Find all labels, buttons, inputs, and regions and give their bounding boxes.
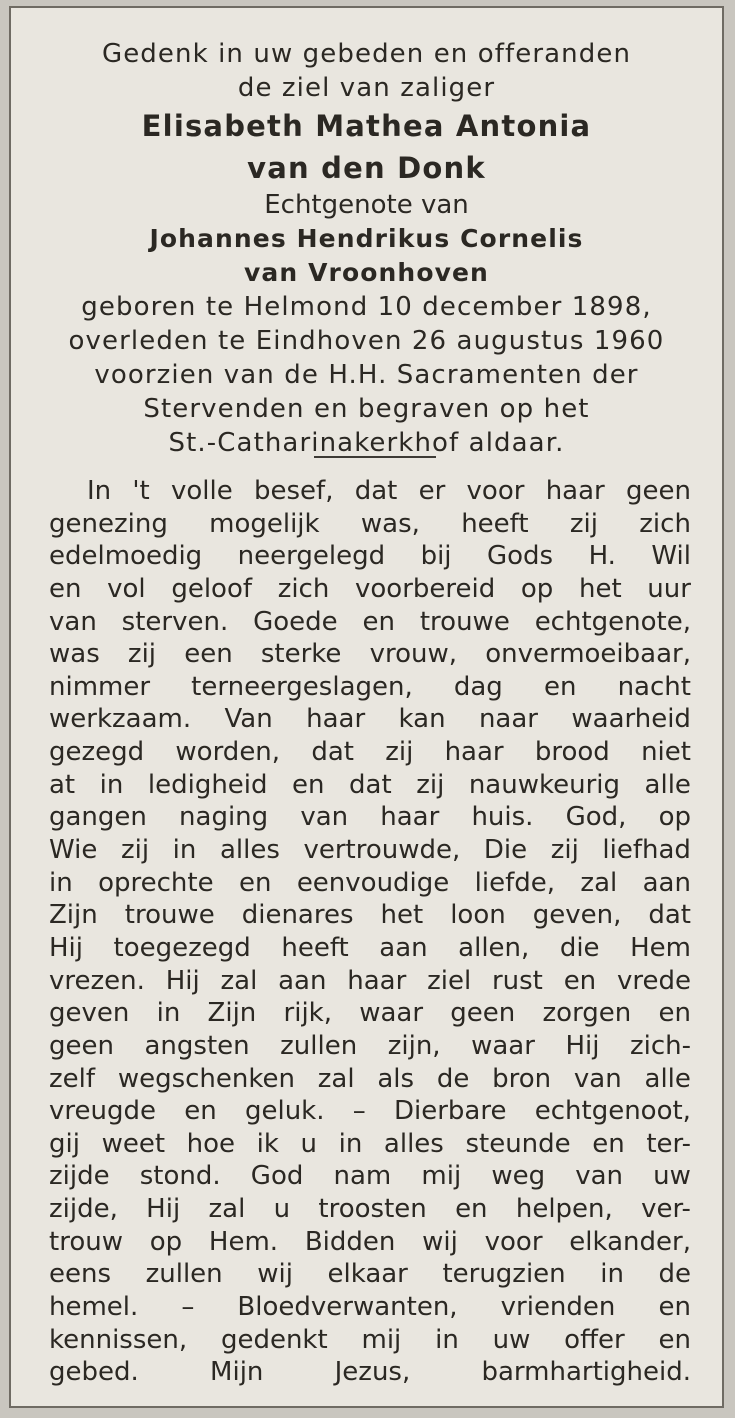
- body-word: uur: [647, 573, 691, 604]
- body-word: zij: [416, 769, 445, 800]
- body-word: geen: [625, 476, 691, 506]
- body-word: Goede: [253, 606, 338, 637]
- body-word: echtgenote,: [534, 606, 691, 637]
- body-word: aan: [379, 932, 428, 963]
- body-word: haar: [380, 802, 440, 833]
- body-word: vrezen.: [49, 965, 145, 996]
- body-word: oprechte: [98, 867, 214, 898]
- deceased-name: Elisabeth Mathea Antonia: [141, 109, 592, 143]
- body-word: de: [436, 1063, 470, 1094]
- body-word: gangen: [49, 802, 147, 833]
- body-word: en: [292, 769, 325, 800]
- body-word: naging: [179, 802, 269, 833]
- body-word: zullen: [280, 1030, 358, 1061]
- body-word: geen: [450, 998, 516, 1029]
- body-word: wij: [422, 1226, 458, 1257]
- body-word: zal: [580, 867, 618, 898]
- body-word: dat: [354, 476, 398, 506]
- body-word: naar: [478, 704, 538, 735]
- body-line: [49, 867, 691, 900]
- body-word: Zijn: [49, 900, 98, 931]
- body-word: dat: [349, 769, 392, 800]
- body-word: volle: [171, 476, 233, 506]
- intro-line: Gedenk in uw gebeden en offeranden: [101, 39, 632, 69]
- body-word: Hij: [165, 965, 200, 996]
- body-word: trouwe: [419, 606, 510, 637]
- body-word: in: [49, 867, 73, 898]
- body-word: zijn,: [387, 1030, 441, 1061]
- body-word: trouwe: [124, 900, 215, 931]
- body-word: sterven.: [121, 606, 229, 637]
- body-word: In: [87, 476, 112, 506]
- intro-line: de ziel van zaliger: [237, 73, 496, 103]
- body-word: brood: [534, 737, 610, 768]
- card-header: [11, 37, 722, 460]
- body-word: zij: [127, 639, 157, 670]
- body-word: bij: [420, 541, 452, 572]
- body-word: –: [181, 1292, 195, 1323]
- body-word: gij: [49, 1128, 80, 1159]
- body-word: zich: [277, 573, 330, 604]
- body-word: van: [573, 1063, 622, 1094]
- body-word: heeft: [281, 932, 349, 963]
- body-word: dienares: [241, 900, 354, 931]
- body-word: op: [149, 1226, 183, 1257]
- body-word: Gods: [486, 541, 554, 572]
- body-word: haar: [545, 476, 605, 506]
- body-word: en: [563, 965, 597, 996]
- body-word: waarheid: [571, 704, 691, 735]
- body-word: haar: [306, 704, 366, 735]
- body-word: toegezegd: [113, 932, 251, 963]
- body-word: vertrouwde,: [303, 835, 461, 866]
- body-word: vrienden: [500, 1292, 616, 1323]
- body-word: en: [658, 1324, 691, 1355]
- body-word: er: [418, 476, 446, 506]
- body-line: [49, 1193, 691, 1226]
- body-word: het: [578, 573, 622, 604]
- body-word: in: [338, 1128, 363, 1159]
- body-word: Jezus,: [334, 1357, 411, 1388]
- body-word: nam: [333, 1161, 392, 1192]
- body-word: Hem.: [208, 1226, 279, 1257]
- body-word: gedenkt: [220, 1324, 328, 1355]
- body-word: geven,: [532, 900, 622, 931]
- body-word: zij: [120, 835, 150, 866]
- body-word: nimmer: [49, 671, 151, 702]
- body-word: zullen: [145, 1259, 223, 1290]
- body-word: Wil: [651, 541, 691, 572]
- body-word: van: [49, 606, 97, 637]
- body-word: echtgenoot,: [534, 1096, 691, 1127]
- body-line: [49, 606, 691, 639]
- body-word: helpen,: [515, 1194, 613, 1225]
- body-line: [49, 1226, 691, 1259]
- detail-line: voorzien van de H.H. Sacramenten der: [94, 360, 639, 390]
- body-word: waar: [471, 1030, 535, 1061]
- body-line: [49, 997, 691, 1030]
- body-word: allen,: [458, 932, 530, 963]
- spouse-name: Johannes Hendrikus Cornelis: [149, 224, 584, 253]
- body-word: voor: [484, 1226, 543, 1257]
- body-word: mij: [421, 1161, 462, 1192]
- body-word: in: [435, 1324, 459, 1355]
- body-word: Mijn: [210, 1357, 264, 1388]
- body-word: wij: [257, 1259, 293, 1290]
- detail-line: geboren te Helmond 10 december 1898,: [81, 292, 652, 322]
- body-word: geluk.: [244, 1096, 325, 1127]
- body-word: uw: [653, 1161, 691, 1192]
- memorial-card: [9, 6, 724, 1408]
- body-word: geloof: [171, 573, 253, 604]
- body-line: [49, 1063, 691, 1096]
- body-word: zelf: [49, 1063, 96, 1094]
- body-line: [49, 671, 691, 704]
- body-word: ik: [256, 1128, 279, 1159]
- body-word: en: [543, 671, 577, 702]
- body-word: nacht: [617, 671, 691, 702]
- body-word: het: [380, 900, 424, 931]
- body-word: Van: [224, 704, 273, 735]
- body-word: Bidden: [304, 1226, 396, 1257]
- body-word: bron: [492, 1063, 552, 1094]
- body-word: H.: [588, 541, 616, 572]
- body-word: zal: [317, 1063, 355, 1094]
- body-word: zijde: [49, 1161, 110, 1192]
- body-word: alles: [219, 835, 280, 866]
- body-word: angsten: [144, 1030, 250, 1061]
- body-word: haar: [347, 965, 407, 996]
- body-word: kennissen,: [49, 1324, 188, 1355]
- spouse-surname: van Vroonhoven: [244, 258, 489, 287]
- body-word: gebed.: [49, 1357, 139, 1388]
- body-word: mij: [361, 1324, 402, 1355]
- body-word: niet: [641, 737, 691, 768]
- body-word: Hij: [49, 932, 83, 963]
- body-word: vrouw,: [369, 639, 458, 670]
- body-word: alles: [383, 1128, 444, 1159]
- body-word: terugzien: [442, 1259, 566, 1290]
- body-word: kan: [398, 704, 446, 735]
- body-word: Die: [483, 835, 528, 866]
- body-word: als: [377, 1063, 415, 1094]
- body-word: voor: [466, 476, 525, 506]
- body-word: voorbereid: [355, 573, 496, 604]
- body-word: uw: [492, 1324, 531, 1355]
- body-line: [49, 932, 691, 965]
- body-word: ver-: [641, 1194, 691, 1225]
- body-line: [49, 1095, 691, 1128]
- body-word: Hij: [565, 1030, 600, 1061]
- body-line: [49, 1291, 691, 1324]
- body-word: en: [658, 1292, 691, 1323]
- body-word: besef,: [254, 476, 334, 506]
- body-word: worden,: [175, 737, 281, 768]
- body-word: huis.: [471, 802, 534, 833]
- body-word: weet: [101, 1128, 166, 1159]
- body-word: elkander,: [569, 1226, 691, 1257]
- body-word: zij: [569, 508, 598, 539]
- body-word: geven: [49, 998, 130, 1029]
- body-word: edelmoedig: [49, 541, 203, 572]
- body-word: ledigheid: [147, 769, 268, 800]
- body-word: was: [49, 639, 100, 670]
- body-line: [49, 1356, 691, 1389]
- body-word: zal: [220, 965, 258, 996]
- body-word: waar: [359, 998, 424, 1029]
- body-word: sterke: [260, 639, 342, 670]
- body-word: zijde,: [49, 1194, 118, 1225]
- detail-line: overleden te Eindhoven 26 augustus 1960: [68, 326, 665, 356]
- body-word: en: [49, 573, 82, 604]
- card-body-text: [49, 475, 691, 1389]
- body-word: Bloedverwanten,: [237, 1292, 458, 1323]
- body-word: dat: [648, 900, 691, 931]
- body-line: [49, 508, 691, 541]
- body-line: [49, 638, 691, 671]
- body-word: zij: [550, 835, 579, 866]
- body-word: ziel: [427, 965, 472, 996]
- body-word: vol: [107, 573, 146, 604]
- body-word: van: [575, 1161, 624, 1192]
- body-word: hemel.: [49, 1292, 139, 1323]
- body-word: eens: [49, 1259, 112, 1290]
- body-word: offer: [564, 1324, 625, 1355]
- body-line: [49, 1160, 691, 1193]
- body-line: [49, 1324, 691, 1357]
- body-word: aan: [278, 965, 327, 996]
- body-word: mogelijk: [209, 508, 320, 539]
- body-line: [49, 801, 691, 834]
- body-word: en: [658, 998, 691, 1029]
- body-line: [49, 573, 691, 606]
- body-word: vrede: [616, 965, 691, 996]
- body-word: barmhartigheid.: [481, 1357, 691, 1388]
- divider: [314, 456, 436, 458]
- body-word: en: [592, 1128, 625, 1159]
- body-word: zich-: [629, 1030, 691, 1061]
- body-line: [49, 899, 691, 932]
- body-word: u: [300, 1128, 317, 1159]
- body-word: steunde: [465, 1128, 571, 1159]
- body-word: nauwkeurig: [468, 769, 621, 800]
- body-word: –: [352, 1096, 366, 1127]
- body-word: alle: [644, 769, 691, 800]
- body-word: Zijn: [207, 998, 257, 1029]
- body-word: alle: [644, 1063, 691, 1094]
- body-word: gezegd: [49, 737, 145, 768]
- body-word: van: [300, 802, 349, 833]
- body-word: Hem: [630, 932, 691, 963]
- body-word: heeft: [461, 508, 529, 539]
- spouse-intro: Echtgenote van: [264, 190, 469, 220]
- body-line: [49, 736, 691, 769]
- detail-line: Stervenden en begraven op het: [143, 394, 590, 424]
- body-word: rijk,: [283, 998, 332, 1029]
- body-word: u: [273, 1194, 291, 1225]
- body-word: in: [172, 835, 197, 866]
- body-word: God: [250, 1161, 304, 1192]
- body-word: genezing: [49, 508, 168, 539]
- body-word: zorgen: [542, 998, 632, 1029]
- body-word: en: [455, 1194, 488, 1225]
- body-word: stond.: [139, 1161, 221, 1192]
- body-word: weg: [491, 1161, 546, 1192]
- body-word: hoe: [186, 1128, 236, 1159]
- body-word: vreugde: [49, 1096, 156, 1127]
- body-word: Wie: [49, 835, 98, 866]
- body-word: eenvoudige: [296, 867, 450, 898]
- body-word: at: [49, 769, 76, 800]
- body-line: [49, 965, 691, 998]
- body-word: was,: [360, 508, 420, 539]
- body-line: [49, 1258, 691, 1291]
- body-word: 't: [132, 476, 150, 506]
- body-word: dat: [311, 737, 354, 768]
- body-word: en: [362, 606, 395, 637]
- body-word: haar: [444, 737, 504, 768]
- body-word: en: [238, 867, 272, 898]
- body-word: een: [184, 639, 233, 670]
- body-word: Dierbare: [394, 1096, 507, 1127]
- body-word: in: [156, 998, 181, 1029]
- body-word: God,: [565, 802, 627, 833]
- body-word: op: [520, 573, 554, 604]
- body-word: de: [658, 1259, 691, 1290]
- body-word: rust: [491, 965, 543, 996]
- body-word: liefhad: [602, 835, 691, 866]
- body-word: elkaar: [327, 1259, 408, 1290]
- body-line: [49, 769, 691, 802]
- body-word: neergelegd: [237, 541, 386, 572]
- body-word: werkzaam.: [49, 704, 192, 735]
- body-word: loon: [450, 900, 506, 931]
- body-word: zal: [208, 1194, 246, 1225]
- body-word: aan: [642, 867, 691, 898]
- body-word: op: [658, 802, 691, 833]
- body-word: onvermoeibaar,: [485, 639, 691, 670]
- body-line: [49, 475, 691, 508]
- body-word: Hij: [146, 1194, 181, 1225]
- body-word: die: [559, 932, 600, 963]
- body-word: en: [184, 1096, 217, 1127]
- body-word: trouw: [49, 1226, 123, 1257]
- deceased-surname: van den Donk: [247, 151, 486, 185]
- body-word: wegschenken: [117, 1063, 295, 1094]
- detail-line: St.-Catharinakerkhof aldaar.: [168, 428, 565, 458]
- body-line: [49, 1128, 691, 1161]
- body-line: [49, 540, 691, 573]
- body-word: in: [99, 769, 124, 800]
- body-word: terneergeslagen,: [191, 671, 413, 702]
- body-line: [49, 703, 691, 736]
- body-word: zich: [639, 508, 691, 539]
- body-word: dag: [453, 671, 503, 702]
- body-word: geen: [49, 1030, 114, 1061]
- body-line: [49, 1030, 691, 1063]
- body-word: liefde,: [474, 867, 556, 898]
- body-word: troosten: [318, 1194, 427, 1225]
- body-line: [49, 834, 691, 867]
- body-word: zij: [385, 737, 414, 768]
- body-word: ter-: [646, 1128, 691, 1159]
- body-word: in: [600, 1259, 624, 1290]
